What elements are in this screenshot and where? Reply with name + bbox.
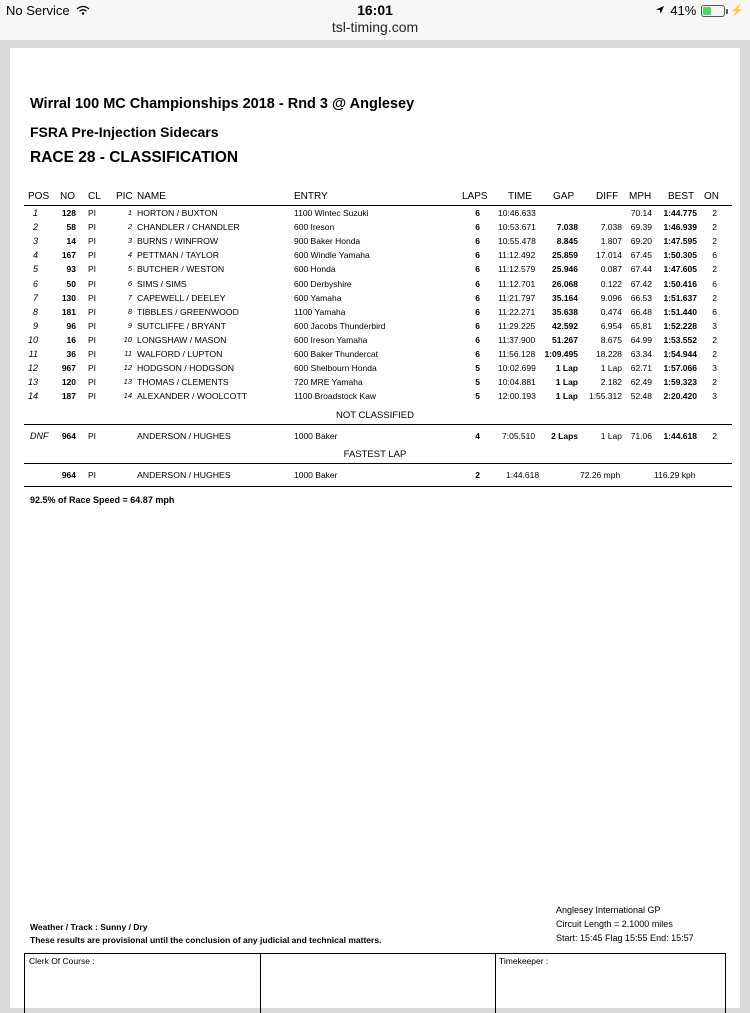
dnf-pos: DNF	[30, 431, 49, 441]
cell-diff: 6.954	[600, 320, 622, 331]
table-row	[10, 236, 740, 250]
table-row	[10, 321, 740, 335]
cell-pic: 1	[127, 208, 132, 217]
cell-time: 10:04.881	[498, 377, 536, 388]
cell-mph: 66.53	[630, 292, 652, 303]
race-title: RACE 28 - CLASSIFICATION	[30, 149, 239, 166]
weather-track: Weather / Track : Sunny / Dry	[30, 922, 148, 932]
column-header-cl: CL	[88, 191, 101, 202]
cell-on: 2	[712, 334, 717, 345]
cell-best: 1:50.416	[663, 278, 697, 289]
cell-mph: 69.20	[630, 236, 652, 247]
cell-mph: 64.99	[630, 334, 652, 345]
cell-no: 967	[61, 363, 76, 374]
cell-diff: 1:55.312	[588, 391, 622, 402]
table-row	[10, 349, 740, 363]
cell-pic: 7	[127, 292, 132, 302]
dnf-laps: 4	[475, 431, 480, 441]
cell-laps: 6	[475, 222, 480, 233]
cell-cl: PI	[88, 349, 97, 359]
cell-no: 36	[66, 349, 76, 359]
fastest-lap-rule	[24, 463, 732, 464]
race-speed-note: 92.5% of Race Speed = 64.87 mph	[30, 495, 175, 505]
cell-on: 2	[712, 377, 717, 388]
table-row	[10, 293, 740, 307]
cell-on: 3	[712, 363, 717, 374]
cell-gap: 25.859	[552, 250, 578, 261]
cell-on: 2	[712, 208, 717, 218]
circuit-name: Anglesey International GP	[556, 905, 661, 915]
fastest-entry: 1000 Baker	[294, 470, 338, 480]
fastest-cl: PI	[88, 470, 97, 480]
cell-pos: 12	[27, 363, 38, 374]
table-row	[10, 208, 740, 222]
header-rule	[24, 205, 732, 206]
cell-time: 10:46.633	[498, 208, 536, 218]
cell-mph: 62.49	[630, 377, 652, 388]
table-row	[10, 279, 740, 293]
cell-diff: 9.096	[600, 292, 622, 303]
cell-laps: 5	[475, 391, 480, 402]
dnf-no: 964	[61, 431, 76, 441]
race-times: Start: 15:45 Flag 15:55 End: 15:57	[556, 933, 694, 943]
cell-cl: PI	[88, 292, 97, 303]
cell-on: 3	[712, 391, 717, 402]
cell-entry: 600 Honda	[294, 264, 336, 275]
table-row	[10, 250, 740, 264]
cell-pos: 2	[32, 222, 38, 233]
cell-cl: PI	[88, 306, 97, 317]
not-classified-rule	[24, 424, 732, 425]
dnf-entry: 1000 Baker	[294, 431, 338, 441]
column-header-mph: MPH	[629, 191, 652, 202]
fastest-lap-number: 2	[475, 470, 480, 480]
dnf-row	[10, 431, 740, 445]
cell-entry: 600 Ireson Yamaha	[294, 334, 368, 345]
cell-pos: 1	[32, 208, 38, 218]
cell-best: 1:52.228	[663, 320, 697, 331]
cell-diff: 1.807	[600, 236, 622, 247]
cell-mph: 69.39	[630, 222, 652, 233]
cell-no: 96	[66, 320, 76, 331]
signature-divider	[260, 954, 261, 1013]
cell-gap: 51.267	[552, 334, 578, 345]
cell-pos: 10	[27, 334, 38, 345]
cell-best: 2:20.420	[663, 391, 697, 402]
cell-laps: 6	[475, 306, 480, 317]
cell-diff: 0.087	[600, 264, 622, 275]
cell-on: 2	[712, 292, 717, 303]
cell-pic: 4	[127, 250, 132, 260]
carrier-label: No Service	[6, 3, 70, 18]
cell-mph: 67.44	[630, 264, 652, 275]
cell-entry: 600 Ireson	[294, 222, 335, 233]
cell-no: 181	[61, 306, 76, 317]
cell-entry: 600 Derbyshire	[294, 278, 352, 289]
event-title: Wirral 100 MC Championships 2018 - Rnd 3 @ Anglesey	[30, 96, 415, 112]
cell-gap: 35.638	[552, 306, 578, 317]
cell-best: 1:50.305	[663, 250, 697, 261]
cell-no: 187	[61, 391, 76, 402]
cell-gap: 1:09.495	[544, 349, 578, 359]
cell-best: 1:53.552	[663, 334, 697, 345]
cell-pos: 11	[28, 349, 38, 359]
cell-best: 1:51.637	[663, 292, 697, 303]
cell-pic: 2	[127, 222, 132, 232]
cell-laps: 6	[475, 334, 480, 345]
cell-name: PETTMAN / TAYLOR	[137, 250, 220, 261]
cell-entry: 600 Jacobs Thunderbird	[294, 320, 386, 331]
cell-mph: 62.71	[630, 363, 652, 374]
fastest-kph: 116.29 kph	[654, 470, 696, 480]
class-title: FSRA Pre-Injection Sidecars	[30, 124, 219, 140]
cell-best: 1:46.939	[663, 222, 697, 233]
cell-entry: 600 Yamaha	[294, 292, 342, 303]
cell-laps: 5	[475, 363, 480, 374]
cell-gap: 1 Lap	[555, 391, 578, 402]
column-header-best: BEST	[668, 191, 695, 202]
cell-name: HODGSON / HODGSON	[137, 363, 235, 374]
cell-pic: 5	[127, 264, 132, 274]
cell-no: 120	[61, 377, 76, 388]
cell-on: 2	[712, 222, 717, 233]
cell-pos: 4	[32, 250, 38, 261]
provisional-note: These results are provisional until the conclusion of any judicial and technical matters.	[30, 935, 382, 945]
cell-no: 93	[66, 264, 76, 275]
signature-divider	[495, 954, 496, 1013]
cell-entry: 720 MRE Yamaha	[294, 377, 363, 388]
cell-pic: 11	[124, 349, 132, 358]
cell-mph: 70.14	[630, 208, 652, 218]
cell-best: 1:54.944	[663, 349, 697, 359]
cell-diff: 17.014	[596, 250, 622, 261]
cell-on: 6	[712, 306, 717, 317]
cell-cl: PI	[88, 278, 97, 289]
cell-cl: PI	[88, 334, 97, 345]
table-row	[10, 391, 740, 405]
cell-diff: 0.122	[600, 278, 622, 289]
results-document	[10, 48, 740, 1008]
cell-name: SIMS / SIMS	[137, 278, 187, 289]
cell-entry: 1100 Yamaha	[294, 306, 346, 317]
cell-pos: 6	[32, 278, 38, 289]
cell-pic: 9	[127, 320, 132, 330]
cell-pos: 14	[27, 391, 38, 402]
cell-pic: 3	[127, 236, 132, 246]
cell-name: ALEXANDER / WOOLCOTT	[137, 391, 248, 402]
cell-gap: 1 Lap	[555, 363, 578, 374]
timekeeper-label: Timekeeper :	[499, 956, 549, 966]
cell-on: 2	[712, 236, 717, 247]
cell-pos: 13	[27, 377, 38, 388]
cell-name: LONGSHAW / MASON	[137, 334, 227, 345]
cell-best: 1:51.440	[663, 306, 697, 317]
cell-laps: 6	[475, 320, 480, 331]
cell-mph: 66.48	[630, 306, 652, 317]
table-row	[10, 363, 740, 377]
cell-on: 6	[712, 250, 717, 261]
cell-entry: 1100 Broadstock Kaw	[294, 391, 377, 402]
column-header-entry: ENTRY	[294, 191, 328, 202]
dnf-diff: 1 Lap	[600, 431, 622, 441]
cell-gap: 8.845	[556, 236, 578, 247]
dnf-time: 7:05.510	[502, 431, 536, 441]
cell-cl: PI	[88, 391, 97, 402]
cell-pos: 3	[32, 236, 38, 247]
cell-time: 11:12.492	[498, 250, 536, 261]
location-icon	[655, 3, 665, 18]
cell-pic: 8	[127, 306, 132, 316]
cell-gap: 42.592	[552, 320, 578, 331]
cell-diff: 7.038	[600, 222, 622, 233]
cell-laps: 6	[475, 278, 480, 289]
cell-laps: 6	[475, 292, 480, 303]
dnf-cl: PI	[88, 431, 97, 441]
cell-name: WALFORD / LUPTON	[137, 349, 223, 359]
table-row	[10, 335, 740, 349]
cell-mph: 67.42	[630, 278, 652, 289]
cell-on: 2	[712, 349, 717, 359]
signature-box	[24, 953, 726, 1013]
column-header-diff: DIFF	[596, 191, 619, 202]
fastest-mph: 72.26 mph	[580, 470, 621, 480]
fastest-name: ANDERSON / HUGHES	[137, 470, 231, 480]
cell-mph: 67.45	[630, 250, 652, 261]
dnf-gap: 2 Laps	[551, 431, 578, 441]
cell-time: 11:22.271	[498, 306, 536, 317]
column-header-on: ON	[704, 191, 719, 202]
cell-pic: 14	[123, 391, 132, 401]
cell-time: 11:21.797	[498, 292, 536, 303]
cell-on: 2	[712, 264, 717, 275]
dnf-best: 1:44.618	[663, 431, 697, 441]
cell-on: 3	[712, 320, 717, 331]
column-header-gap: GAP	[553, 191, 575, 202]
cell-time: 10:55.478	[498, 236, 536, 247]
cell-no: 58	[66, 222, 76, 233]
cell-pos: 5	[32, 264, 38, 275]
cell-diff: 1 Lap	[600, 363, 622, 374]
cell-gap: 7.038	[556, 222, 578, 233]
cell-time: 11:12.701	[498, 278, 536, 289]
cell-diff: 2.182	[600, 377, 622, 388]
cell-pic: 13	[123, 377, 132, 387]
cell-time: 12:00.193	[498, 391, 536, 402]
fastest-no: 964	[61, 470, 76, 480]
column-header-pic: PIC	[116, 191, 133, 202]
cell-name: HORTON / BUXTON	[137, 208, 218, 218]
fastest-time: 1:44.618	[506, 470, 540, 480]
cell-name: THOMAS / CLEMENTS	[137, 377, 229, 388]
cell-laps: 6	[475, 208, 480, 218]
cell-mph: 65.81	[630, 320, 652, 331]
battery-icon	[701, 5, 725, 17]
cell-diff: 0.474	[600, 306, 622, 317]
cell-pos: 7	[32, 292, 38, 303]
cell-time: 10:53.671	[498, 222, 536, 233]
cell-entry: 900 Baker Honda	[294, 236, 361, 247]
cell-no: 128	[61, 208, 76, 218]
cell-entry: 600 Shelbourn Honda	[294, 363, 377, 374]
cell-best: 1:47.595	[663, 236, 697, 247]
cell-entry: 1100 Wintec Suzuki	[294, 208, 369, 218]
cell-gap: 26.068	[552, 278, 578, 289]
cell-no: 16	[66, 334, 76, 345]
table-row	[10, 264, 740, 278]
status-bar	[0, 0, 750, 40]
column-header-laps: LAPS	[462, 191, 488, 202]
charging-icon: ⚡	[730, 5, 744, 17]
cell-time: 11:29.225	[498, 320, 536, 331]
cell-gap: 35.164	[552, 292, 578, 303]
cell-no: 167	[61, 250, 76, 261]
cell-cl: PI	[88, 264, 97, 275]
cell-best: 1:59.323	[663, 377, 697, 388]
not-classified-label: NOT CLASSIFIED	[336, 410, 414, 421]
cell-diff: 18.228	[596, 349, 622, 359]
status-right	[655, 3, 744, 18]
cell-best: 1:44.775	[663, 208, 697, 218]
fastest-lap-label: FASTEST LAP	[343, 449, 407, 460]
url-bar[interactable]: tsl-timing.com	[331, 19, 419, 35]
cell-entry: 600 Windle Yamaha	[294, 250, 370, 261]
battery-percent: 41%	[670, 3, 697, 18]
circuit-length: Circuit Length = 2.1000 miles	[556, 919, 673, 929]
cell-best: 1:47.605	[663, 264, 697, 275]
cell-name: BURNS / WINFROW	[137, 236, 219, 247]
cell-pos: 8	[32, 306, 38, 317]
cell-no: 130	[61, 292, 76, 303]
cell-time: 11:56.128	[498, 349, 536, 359]
cell-pic: 12	[123, 363, 132, 373]
column-header-name: NAME	[137, 191, 166, 202]
cell-no: 50	[66, 278, 76, 289]
column-header-pos: POS	[28, 191, 50, 202]
cell-pos: 9	[32, 320, 38, 331]
cell-cl: PI	[88, 377, 97, 388]
cell-mph: 52.48	[630, 391, 652, 402]
clerk-of-course-label: Clerk Of Course :	[29, 956, 95, 966]
column-header-time: TIME	[508, 191, 532, 202]
cell-cl: PI	[88, 208, 97, 218]
cell-laps: 6	[475, 349, 480, 359]
cell-laps: 5	[475, 377, 480, 388]
column-header-no: NO	[60, 191, 75, 202]
cell-laps: 6	[475, 264, 480, 275]
cell-pic: 10	[123, 334, 132, 344]
cell-cl: PI	[88, 236, 97, 247]
cell-no: 14	[66, 236, 76, 247]
table-row	[10, 377, 740, 391]
cell-name: SUTCLIFFE / BRYANT	[137, 320, 226, 331]
cell-laps: 6	[475, 236, 480, 247]
cell-pic: 6	[127, 278, 132, 288]
cell-name: BUTCHER / WESTON	[137, 264, 225, 275]
cell-cl: PI	[88, 250, 97, 261]
cell-cl: PI	[88, 222, 97, 233]
fastest-lap-row	[10, 470, 740, 484]
clock: 16:01	[357, 2, 393, 18]
cell-diff: 8.675	[600, 334, 622, 345]
fastest-lap-bottom-rule	[24, 486, 732, 487]
cell-name: TIBBLES / GREENWOOD	[137, 306, 239, 317]
cell-laps: 6	[475, 250, 480, 261]
cell-time: 11:37.900	[498, 334, 536, 345]
cell-cl: PI	[88, 320, 97, 331]
cell-on: 6	[712, 278, 717, 289]
dnf-name: ANDERSON / HUGHES	[137, 431, 231, 441]
cell-time: 11:12.579	[498, 264, 536, 275]
cell-entry: 600 Baker Thundercat	[294, 349, 378, 359]
cell-mph: 63.34	[630, 349, 652, 359]
cell-name: CAPEWELL / DEELEY	[137, 292, 226, 303]
cell-gap: 1 Lap	[555, 377, 578, 388]
cell-gap: 25.946	[552, 264, 578, 275]
cell-time: 10:02.699	[498, 363, 536, 374]
dnf-mph: 71.06	[630, 431, 652, 441]
dnf-on: 2	[712, 431, 717, 441]
cell-best: 1:57.066	[663, 363, 697, 374]
table-row	[10, 222, 740, 236]
table-row	[10, 307, 740, 321]
cell-cl: PI	[88, 363, 97, 374]
cell-name: CHANDLER / CHANDLER	[137, 222, 240, 233]
circuit-info	[556, 903, 694, 945]
